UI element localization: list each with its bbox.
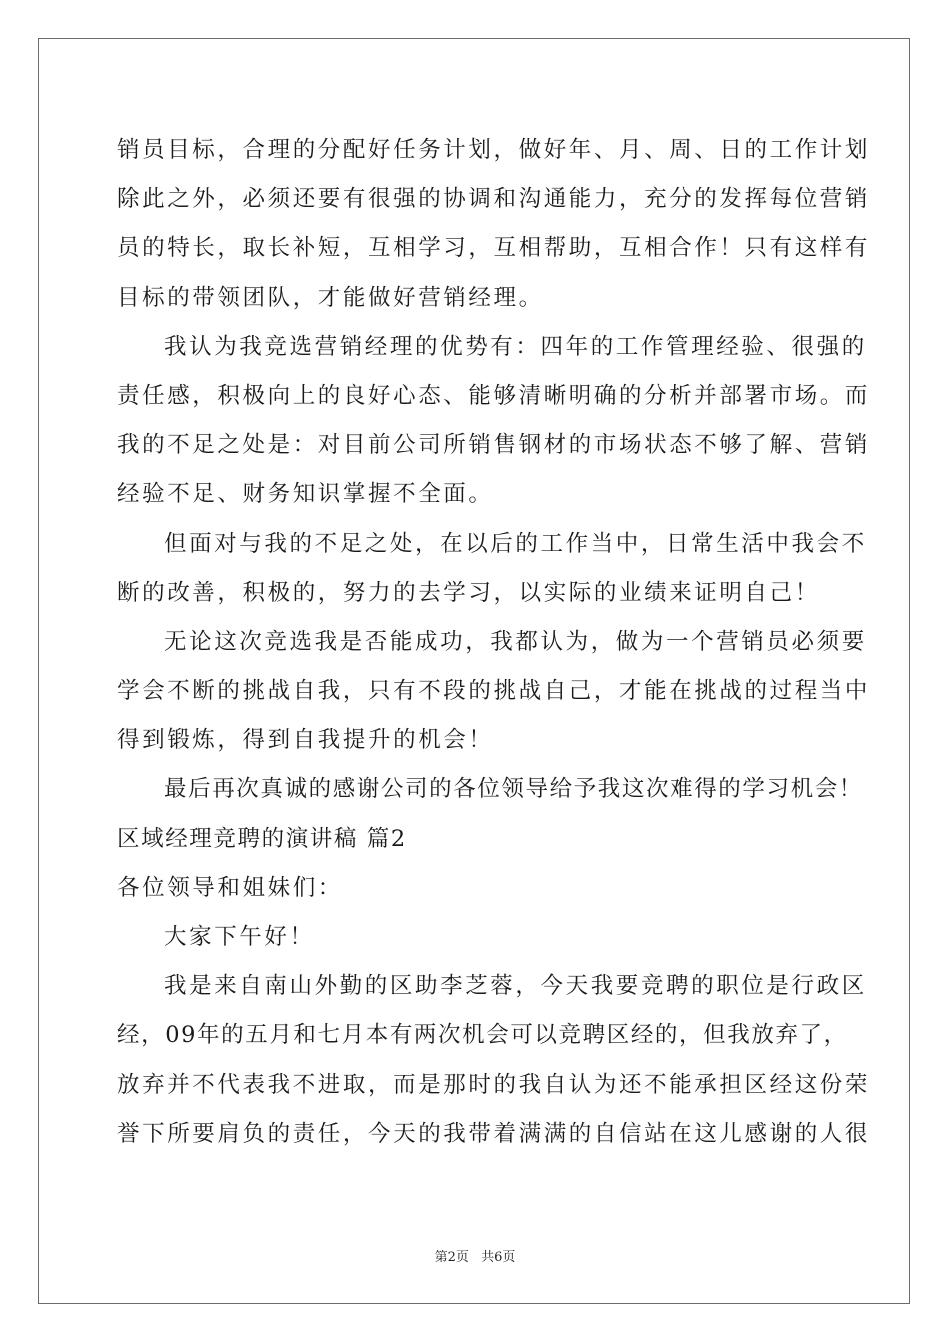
text-line: 放弃并不代表我不进取，而是那时的我自认为还不能承担区经这份荣 [117, 1071, 871, 1098]
text-line: 得到锻炼，得到自我提升的机会！ [117, 727, 494, 754]
text-line: 我是来自南山外勤的区助李芝蓉，今天我要竞聘的职位是行政区 [164, 973, 867, 1000]
document-body [117, 126, 871, 1159]
text-line: 誉下所要肩负的责任，今天的我带着满满的自信站在这儿感谢的人很 [117, 1120, 871, 1147]
text-line: 无论这次竞选我是否能成功，我都认为，做为一个营销员必须要 [164, 628, 867, 655]
text-line: 最后再次真诚的感谢公司的各位领导给予我这次难得的学习机会！ [164, 776, 863, 803]
section-heading: 区域经理竞聘的演讲稿 篇2 [117, 825, 407, 852]
page-total: 共6页 [481, 1250, 516, 1265]
text-line: 我的不足之处是：对目前公司所销售钢材的市场状态不够了解、营销 [117, 432, 871, 459]
text-line: 但面对与我的不足之处，在以后的工作当中，日常生活中我会不 [164, 530, 867, 557]
text-line: 经验不足、财务知识掌握不全面。 [117, 481, 494, 508]
text-line: 除此之外，必须还要有很强的协调和沟通能力，充分的发挥每位营销 [117, 186, 871, 213]
text-line: 销员目标，合理的分配好任务计划，做好年、月、周、日的工作计划 [117, 137, 871, 163]
text-line: 员的特长，取长补短，互相学习，互相帮助，互相合作！只有这样有 [117, 235, 871, 262]
salutation: 各位领导和姐妹们： [117, 874, 343, 901]
text-line: 经，09年的五月和七月本有两次机会可以竞聘区经的，但我放弃了， [117, 1022, 848, 1049]
page-footer [0, 1246, 950, 1265]
text-line: 断的改善，积极的，努力的去学习，以实际的业绩来证明自己！ [117, 579, 820, 606]
greeting: 大家下午好！ [164, 924, 315, 950]
text-line: 学会不断的挑战自我，只有不段的挑战自己，才能在挑战的过程当中 [117, 678, 871, 705]
text-line: 责任感，积极向上的良好心态、能够清晰明确的分析并部署市场。而 [117, 382, 871, 409]
page-number: 第2页 [434, 1250, 469, 1265]
text-line: 目标的带领团队，才能做好营销经理。 [117, 284, 544, 311]
text-line: 我认为我竞选营销经理的优势有：四年的工作管理经验、很强的 [164, 333, 867, 360]
